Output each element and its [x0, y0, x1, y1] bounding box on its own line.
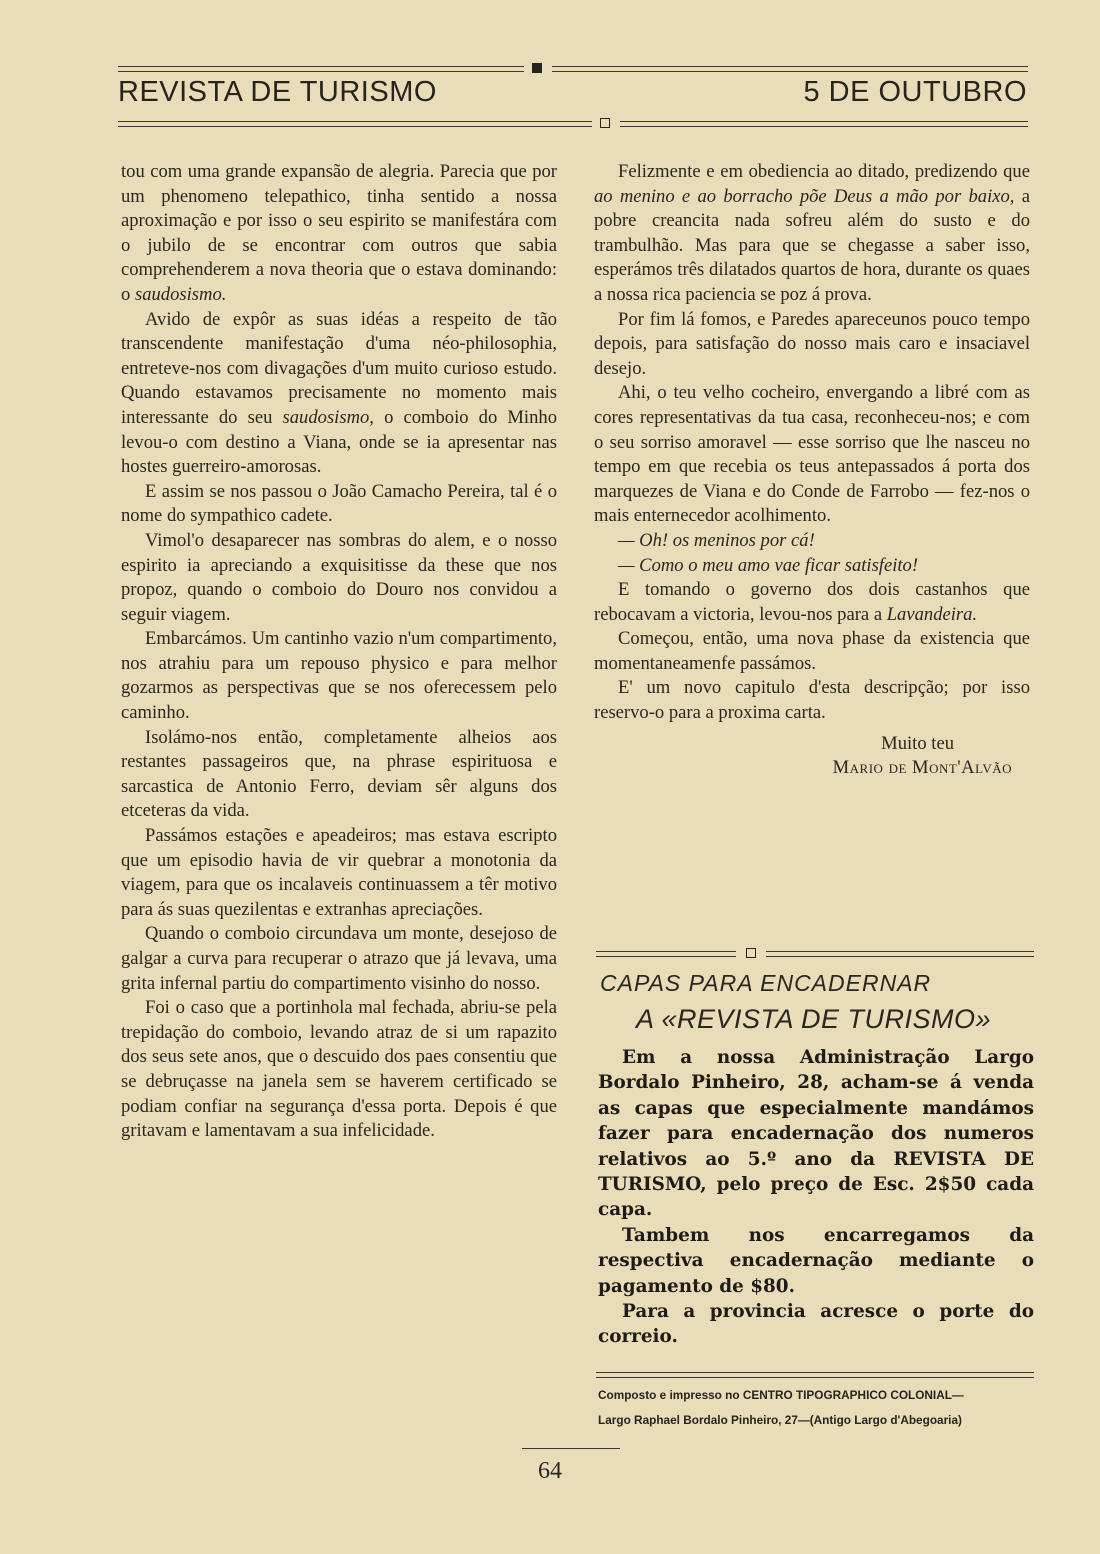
ad-divider-ornament	[746, 948, 756, 958]
paragraph: Começou, então, uma nova phase da existencia que momentaneamenfe passámos.	[594, 628, 1030, 674]
ad-paragraph: Em a nossa Administração Largo Bordalo Pinheiro, 28, acham-se á venda as capas que especialmente mandámos fazer para encadernação dos numeros relativos ao 5.º ano da REVISTA DE TURISMO, pelo preço de Esc. 2$50 cada capa.	[598, 1047, 1034, 1221]
ad-divider-right	[766, 951, 1034, 957]
running-title: REVISTA DE TURISMO	[118, 76, 437, 108]
page-number: 64	[538, 1458, 562, 1484]
header-top-rule-right	[552, 66, 1028, 72]
imprint-line-2: Largo Raphael Bordalo Pinheiro, 27—(Antigo Largo d'Abegoaria)	[598, 1413, 962, 1427]
ad-paragraph: Tambem nos encarregamos da respectiva encadernação mediante o pagamento de $80.	[598, 1224, 1034, 1297]
imprint-rule	[596, 1372, 1034, 1378]
right-column	[594, 160, 1030, 781]
header-ornament-bottom	[600, 118, 610, 128]
header-top-rule-left	[118, 66, 524, 72]
paragraph: E' um novo capitulo d'esta descripção; por isso reservo-o para a proxima carta.	[594, 677, 1030, 724]
paragraph: E tomando o governo dos dois castanhos que rebocavam a victoria, levou-nos para a Lavandeira.	[594, 579, 1030, 625]
paragraph: Embarcámos. Um cantinho vazio n'um compartimento, nos atrahiu para um repouso physico e para melhor gozarmos as perspectivas que se nos oferecessem pelo caminho.	[121, 628, 557, 724]
dialogue-line: — Como o meu amo vae ficar satisfeito!	[618, 554, 919, 576]
paragraph: Felizmente e em obediencia ao ditado, predizendo que ao menino e ao borracho põe Deus a mão por baixo, a pobre creancita nada sofreu além do susto e do trambulhão. Mas para que se chegasse a saber isso, esperámos três dilatados quartos de hora, durante os quaes a nossa rica paciencia se poz á prova.	[594, 161, 1030, 305]
dialogue-line: — Oh! os meninos por cá!	[618, 529, 815, 551]
header-ornament-top	[532, 63, 542, 73]
paragraph: tou com uma grande expansão de alegria. Parecia que por um phenomeno telepathico, tinha sentido a nossa aproximação e por isso o seu espirito se manifestára com o jubilo de se encontrar com outros que sabia comprehenderem a nova theoria que o estava dominando: o saudosismo.	[121, 161, 557, 305]
header-bottom-rule-right	[620, 121, 1028, 127]
paragraph: E assim se nos passou o João Camacho Pereira, tal é o nome do sympathico cadete.	[121, 480, 557, 527]
closing-line: Muito teu	[881, 732, 954, 754]
ad-title-line-1: CAPAS PARA ENCADERNAR	[600, 970, 932, 996]
ad-title-line-2: A «REVISTA DE TURISMO»	[636, 1004, 992, 1034]
paragraph: Por fim lá fomos, e Paredes apareceunos pouco tempo depois, para satisfação do nosso mais caro e insaciavel desejo.	[594, 308, 1030, 379]
paragraph: Passámos estações e apeadeiros; mas estava escripto que um episodio havia de vir quebrar a monotonia da viagem, para que os incalaveis continuassem a têr motivo para ás suas quezilentas e extranhas apreciações.	[121, 825, 557, 920]
paragraph: Quando o comboio circundava um monte, desejoso de galgar a curva para recuperar o atrazo que já levava, uma grita infernal partiu do compartimento visinho do nosso.	[121, 923, 557, 994]
ad-divider-left	[596, 951, 736, 957]
header-bottom-rule-left	[118, 121, 592, 127]
author-signature: Mario de Mont'Alvão	[832, 757, 1012, 779]
page-number-rule	[522, 1448, 620, 1449]
paragraph: Vimol'o desaparecer nas sombras do alem, e o nosso espirito ia apreciando a exquisitisse da these que nos propoz, quando o comboio do Douro nos convidou a seguir viagem.	[121, 529, 557, 625]
ad-paragraph: Para a provincia acresce o porte do correio.	[598, 1301, 1034, 1348]
paragraph: Ahi, o teu velho cocheiro, envergando a libré com as cores representativas da tua casa, reconheceu-nos; e com o seu sorriso amoravel — esse sorriso que lhe nasceu no tempo em que recebia os teus antepassados á porta dos marquezes de Viana e do Conde de Farrobo — fez-nos o mais enternecedor acolhimento.	[594, 382, 1030, 527]
left-column	[121, 160, 557, 1144]
ad-body	[598, 1045, 1034, 1350]
paragraph: Foi o caso que a portinhola mal fechada, abriu-se pela trepidação do comboio, levando atraz de si um rapazito dos seus sete anos, que o descuido dos paes consentiu que se debruçasse na janela sem se haverem certificado se podiam confiar na segurança d'essa porta. Depois é que gritavam e lamentavam a sua infelicidade.	[121, 997, 557, 1142]
imprint-line-1: Composto e impresso no CENTRO TIPOGRAPHICO COLONIAL—	[598, 1388, 964, 1402]
issue-date: 5 DE OUTUBRO	[803, 76, 1027, 108]
paragraph: Isolámo-nos então, completamente alheios aos restantes passageiros que, na phrase espirituosa e sarcastica de Antonio Ferro, deviam sêr alguns dos etceteras da vida.	[121, 726, 557, 822]
paragraph: Avido de expôr as suas idéas a respeito de tão transcendente manifestação d'uma néo-philosophia, entreteve-nos com divagações d'um muito curioso estudo. Quando estavamos precisamente no momento mais interessante do seu saudosismo, o comboio do Minho levou-o com destino a Viana, onde se ia apresentar nas hostes guerreiro-amorosas.	[121, 308, 557, 478]
